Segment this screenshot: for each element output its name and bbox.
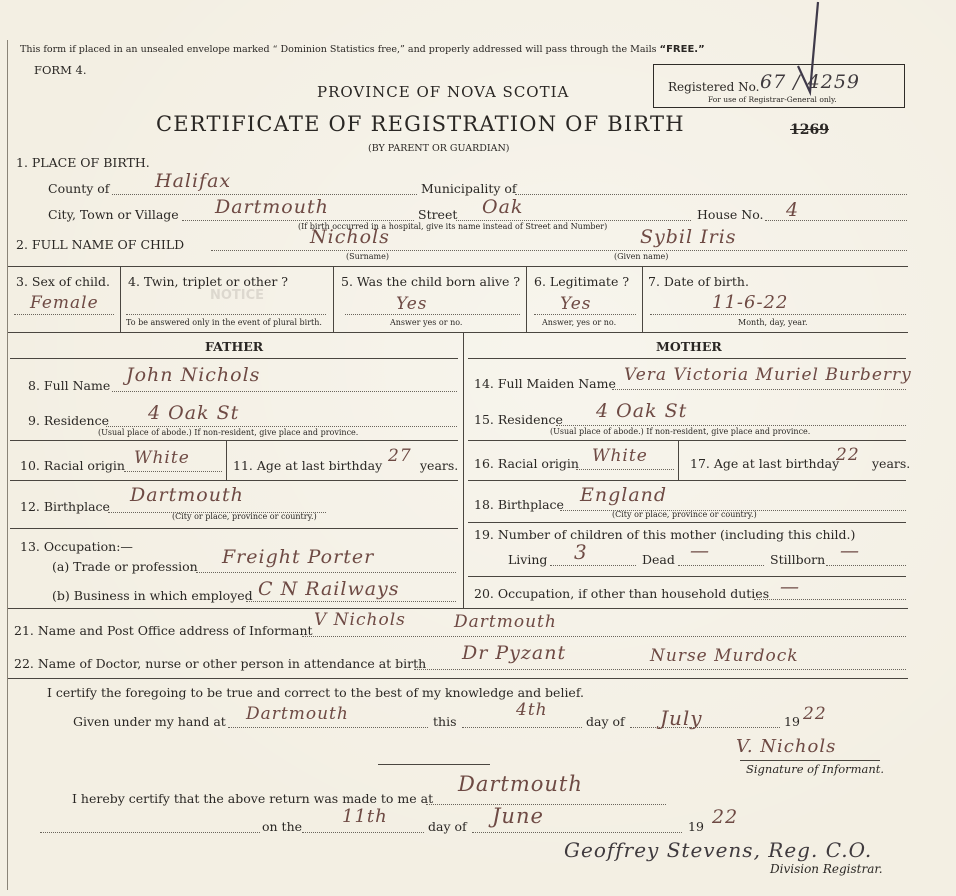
trade-value: Freight Porter bbox=[222, 546, 375, 568]
stillborn-value: — bbox=[840, 540, 860, 562]
mother-residence-value: 4 Oak St bbox=[596, 400, 688, 422]
doctor-line bbox=[414, 669, 906, 670]
registrar-signature-caption: Division Registrar. bbox=[770, 862, 883, 876]
municipality-line bbox=[515, 194, 907, 195]
mother-birthplace-note: (City or place, province or country.) bbox=[612, 510, 757, 519]
column-divider bbox=[333, 266, 334, 332]
mother-birthplace-label: 18. Birthplace bbox=[474, 497, 564, 512]
row-divider bbox=[468, 480, 906, 481]
given-place-value: Dartmouth bbox=[246, 704, 349, 724]
registrar-text: I hereby certify that the above return was made to me at bbox=[72, 791, 434, 806]
father-heading: FATHER bbox=[205, 339, 264, 354]
father-name-label: 8. Full Name bbox=[28, 378, 111, 393]
informant-line bbox=[302, 636, 906, 637]
children-label: 19. Number of children of this mother (including this child.) bbox=[474, 527, 856, 542]
mother-name-label: 14. Full Maiden Name bbox=[474, 376, 616, 391]
mother-occupation-line bbox=[754, 599, 906, 600]
date-of-birth-note: Month, day, year. bbox=[738, 318, 808, 327]
dead-line bbox=[678, 565, 764, 566]
this-label: this bbox=[433, 714, 457, 729]
registrar-year-value: 22 bbox=[712, 806, 739, 828]
father-racial-value: White bbox=[134, 448, 190, 468]
child-name-line bbox=[211, 250, 907, 251]
stillborn-label: Stillborn bbox=[770, 552, 826, 567]
house-value: 4 bbox=[786, 199, 800, 221]
father-residence-note: (Usual place of abode.) If non-resident, give place and province. bbox=[98, 428, 359, 437]
row-divider bbox=[468, 576, 906, 577]
mother-residence-note: (Usual place of abode.) If non-resident, give place and province. bbox=[550, 427, 811, 436]
date-of-birth-line bbox=[650, 314, 906, 315]
day-of-label: day of bbox=[586, 714, 625, 729]
row-divider bbox=[8, 332, 908, 333]
father-name-line bbox=[112, 391, 457, 392]
trade-line bbox=[196, 572, 456, 573]
parents-divider bbox=[463, 332, 464, 608]
county-label: County of bbox=[48, 181, 110, 196]
given-day-value: 4th bbox=[516, 700, 548, 720]
father-residence-line bbox=[106, 426, 457, 427]
registrar-month-value: June bbox=[492, 804, 544, 828]
on-the-label: on the bbox=[262, 819, 303, 834]
child-surname: Nichols bbox=[310, 226, 390, 248]
struck-number: 1269 bbox=[790, 122, 829, 138]
born-alive-value: Yes bbox=[396, 294, 428, 314]
street-label: Street bbox=[418, 207, 458, 222]
legitimate-line bbox=[534, 314, 636, 315]
row-divider bbox=[468, 522, 906, 523]
column-divider bbox=[642, 266, 643, 332]
municipality-label: Municipality of bbox=[421, 181, 517, 196]
given-place-line bbox=[228, 727, 428, 728]
column-divider bbox=[120, 266, 121, 332]
business-value: C N Railways bbox=[258, 578, 400, 600]
nurse-value: Nurse Murdock bbox=[650, 646, 799, 666]
registrar-month-line bbox=[472, 832, 682, 833]
given-year-value: 22 bbox=[803, 704, 827, 724]
surname-caption: (Surname) bbox=[346, 252, 389, 261]
column-divider bbox=[678, 440, 679, 480]
legitimate-label: 6. Legitimate ? bbox=[534, 274, 630, 289]
mailing-notice-free: “FREE.” bbox=[659, 44, 705, 55]
informant-label: 21. Name and Post Office address of Informant bbox=[14, 623, 313, 638]
registrar-day-line bbox=[302, 832, 424, 833]
certificate-title: CERTIFICATE OF REGISTRATION OF BIRTH bbox=[156, 112, 685, 136]
mother-racial-line bbox=[576, 469, 674, 470]
mother-age-label: 17. Age at last birthday bbox=[690, 456, 840, 471]
signature-line bbox=[740, 760, 880, 761]
city-line bbox=[182, 220, 414, 221]
mother-racial-value: White bbox=[592, 446, 648, 466]
born-alive-note: Answer yes or no. bbox=[390, 318, 463, 327]
month-line bbox=[630, 727, 780, 728]
business-line bbox=[246, 601, 456, 602]
mailing-notice-text: This form if placed in an unsealed envelope marked “ Dominion Statistics free,” and properly addressed will pass through the Mails bbox=[20, 44, 657, 55]
living-label: Living bbox=[508, 552, 548, 567]
father-residence-label: 9. Residence bbox=[28, 413, 109, 428]
registrar-blank-line bbox=[40, 832, 260, 833]
father-birthplace-value: Dartmouth bbox=[130, 484, 244, 506]
twin-note: To be answered only in the event of plural birth. bbox=[126, 318, 322, 327]
informant-signature-caption: Signature of Informant. bbox=[746, 762, 885, 776]
row-divider bbox=[8, 678, 908, 679]
county-line bbox=[112, 194, 417, 195]
registrar-day-of-label: day of bbox=[428, 819, 467, 834]
mother-name-line bbox=[612, 389, 906, 390]
row-divider bbox=[8, 608, 908, 609]
row-divider bbox=[468, 440, 906, 441]
hospital-note: (If birth occurred in a hospital, give its name instead of Street and Number) bbox=[298, 222, 608, 231]
informant-signature: V. Nichols bbox=[736, 736, 837, 757]
sex-label: 3. Sex of child. bbox=[16, 274, 111, 289]
twin-label: 4. Twin, triplet or other ? bbox=[128, 274, 288, 289]
separator-line bbox=[378, 764, 490, 765]
given-under-label: Given under my hand at bbox=[73, 714, 226, 729]
row-divider bbox=[468, 358, 906, 359]
father-age-unit: years. bbox=[420, 458, 459, 473]
row-divider bbox=[10, 358, 458, 359]
row-divider bbox=[10, 480, 458, 481]
registrar-year-prefix: 19 bbox=[688, 819, 704, 834]
column-divider bbox=[226, 440, 227, 480]
informant-address: Dartmouth bbox=[454, 612, 557, 632]
dead-value: — bbox=[690, 540, 710, 562]
registrar-day-value: 11th bbox=[342, 806, 388, 827]
dead-label: Dead bbox=[642, 552, 675, 567]
mailing-notice bbox=[20, 44, 705, 55]
place-of-birth-heading: 1. PLACE OF BIRTH. bbox=[16, 155, 150, 170]
certify-text: I certify the foregoing to be true and correct to the best of my knowledge and belief. bbox=[47, 685, 584, 700]
child-name-label: 2. FULL NAME OF CHILD bbox=[16, 237, 185, 252]
legitimate-value: Yes bbox=[560, 294, 592, 314]
registrar-signature: Geoffrey Stevens, Reg. C.O. bbox=[564, 838, 873, 862]
mother-racial-label: 16. Racial origin bbox=[474, 456, 579, 471]
sex-line bbox=[14, 314, 114, 315]
mother-residence-label: 15. Residence bbox=[474, 412, 563, 427]
city-label: City, Town or Village bbox=[48, 207, 179, 222]
left-margin-rule bbox=[7, 40, 8, 890]
living-line bbox=[550, 565, 636, 566]
occupation-label: 13. Occupation:— bbox=[20, 539, 133, 554]
born-alive-label: 5. Was the child born alive ? bbox=[341, 274, 521, 289]
given-name-caption: (Given name) bbox=[614, 252, 669, 261]
day-line bbox=[462, 727, 582, 728]
mother-age-value: 22 bbox=[836, 445, 860, 465]
father-racial-label: 10. Racial origin bbox=[20, 458, 125, 473]
house-label: House No. bbox=[697, 207, 764, 222]
mother-heading: MOTHER bbox=[656, 339, 722, 354]
province-heading: PROVINCE OF NOVA SCOTIA bbox=[317, 83, 570, 101]
mother-name-value: Vera Victoria Muriel Burberry bbox=[624, 365, 912, 385]
certificate-subtitle: (BY PARENT OR GUARDIAN) bbox=[368, 143, 510, 154]
mother-occupation-value: — bbox=[780, 576, 800, 598]
born-alive-line bbox=[345, 314, 520, 315]
street-line bbox=[456, 220, 691, 221]
informant-name: V Nichols bbox=[314, 610, 406, 630]
bleed-through-text: NOTICE bbox=[210, 288, 265, 303]
year-prefix: 19 bbox=[784, 714, 800, 729]
sex-value: Female bbox=[30, 293, 99, 313]
date-of-birth-value: 11-6-22 bbox=[712, 292, 789, 313]
column-divider bbox=[526, 266, 527, 332]
trade-label: (a) Trade or profession bbox=[52, 559, 198, 574]
father-age-value: 27 bbox=[388, 446, 412, 466]
city-value: Dartmouth bbox=[215, 196, 329, 218]
row-divider bbox=[10, 440, 458, 441]
father-birthplace-note: (City or place, province or country.) bbox=[172, 512, 317, 521]
mother-age-unit: years. bbox=[872, 456, 911, 471]
business-label: (b) Business in which employed bbox=[52, 588, 253, 603]
mother-birthplace-value: England bbox=[580, 484, 668, 506]
father-name-value: John Nichols bbox=[126, 364, 261, 386]
living-value: 3 bbox=[574, 540, 588, 564]
father-racial-line bbox=[124, 471, 222, 472]
registrar-place-value: Dartmouth bbox=[458, 772, 583, 796]
given-month-value: July bbox=[660, 706, 703, 730]
twin-line bbox=[126, 314, 326, 315]
mother-occupation-label: 20. Occupation, if other than household duties bbox=[474, 586, 770, 601]
registered-note: For use of Registrar-General only. bbox=[708, 95, 837, 104]
registrar-place-line bbox=[426, 804, 666, 805]
father-birthplace-label: 12. Birthplace bbox=[20, 499, 110, 514]
street-value: Oak bbox=[482, 196, 524, 218]
pen-check-mark bbox=[790, 0, 830, 100]
legitimate-note: Answer, yes or no. bbox=[542, 318, 617, 327]
county-value: Halifax bbox=[155, 170, 232, 192]
registered-label: Registered No. bbox=[668, 80, 760, 94]
doctor-value: Dr Pyzant bbox=[462, 642, 567, 664]
father-residence-value: 4 Oak St bbox=[148, 402, 240, 424]
row-divider bbox=[8, 266, 908, 267]
child-given-name: Sybil Iris bbox=[640, 226, 737, 248]
form-number: FORM 4. bbox=[34, 63, 87, 77]
registered-value: 67 / 4259 bbox=[760, 71, 861, 93]
stillborn-line bbox=[826, 565, 906, 566]
row-divider bbox=[10, 528, 458, 529]
date-of-birth-label: 7. Date of birth. bbox=[648, 274, 749, 289]
mother-residence-line bbox=[556, 425, 906, 426]
father-age-label: 11. Age at last birthday bbox=[233, 458, 383, 473]
doctor-label: 22. Name of Doctor, nurse or other person in attendance at birth bbox=[14, 656, 427, 671]
